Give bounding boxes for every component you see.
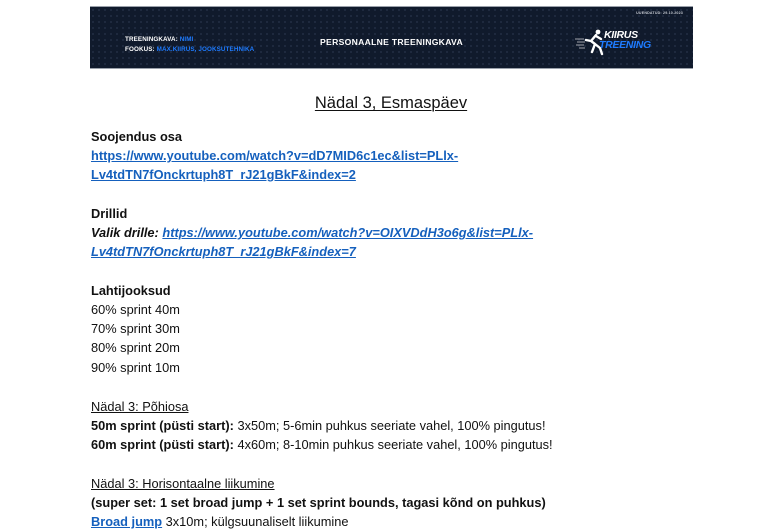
main-item-text: 4x60m; 8-10min puhkus seeriate vahel, 100% pingutus! — [233, 437, 553, 452]
main-heading: Nädal 3: Põhiosa — [91, 399, 189, 414]
broad-jump-link[interactable]: Broad jump — [91, 514, 163, 529]
stride-item: 90% sprint 10m — [91, 360, 180, 375]
main-item — [91, 416, 546, 435]
stride-item: 80% sprint 20m — [91, 340, 180, 355]
warmup-link-line2[interactable]: Lv4tdTN7fOnckrtuph8T_rJ21gBkF&index=2 — [91, 167, 356, 182]
main-item-text: 3x50m; 5-6min puhkus seeriate vahel, 100% pingutus! — [233, 418, 546, 433]
drills-heading: Drillid — [91, 206, 128, 221]
plan-value: NIMI — [179, 36, 194, 43]
broad-jump-text: 3x10m; külgsuunaliselt liikumine — [162, 514, 349, 529]
stride-item: 70% sprint 30m — [91, 321, 180, 336]
banner-title: PERSONAALNE TREENINGKAVA — [320, 37, 463, 47]
main-item — [91, 435, 553, 454]
horizontal-heading: Nädal 3: Horisontaalne liikumine — [91, 476, 275, 491]
main-item-label: 50m sprint (püsti start): — [91, 418, 234, 433]
stride-item: 60% sprint 40m — [91, 302, 180, 317]
logo-text-treening: TREENING — [599, 39, 651, 51]
main-item-label: 60m sprint (püsti start): — [91, 437, 234, 452]
focus-value: MAX.KIIRUS, JOOKSUTEHNIKA — [156, 46, 255, 53]
warmup-heading: Soojendus osa — [91, 129, 183, 144]
brand-logo — [575, 27, 670, 57]
updated-date: UUENDATUD: 29.10.2023 — [636, 11, 683, 15]
horizontal-cutoff-line — [91, 512, 348, 531]
drills-link-line2[interactable]: Lv4tdTN7fOnckrtuph8T_rJ21gBkF&index=7 — [91, 244, 356, 259]
page-title: Nädal 3, Esmaspäev — [314, 94, 468, 112]
logo-text-kiirus: KIIRUS — [604, 29, 638, 41]
horizontal-note: (super set: 1 set broad jump + 1 set sprint bounds, tagasi kõnd on puhkus) — [91, 495, 546, 510]
plan-label: TREENINGKAVA: — [125, 36, 178, 43]
plan-meta — [125, 35, 254, 55]
header-banner — [90, 6, 693, 69]
focus-label: FOOKUS: — [125, 46, 155, 53]
strides-heading: Lahtijooksud — [91, 283, 171, 298]
drills-label: Valik drille: — [91, 225, 159, 240]
warmup-link-line1[interactable]: https://www.youtube.com/watch?v=dD7MID6c1ec&list=PLlx- — [91, 148, 459, 163]
drills-link-line1[interactable]: https://www.youtube.com/watch?v=OIXVDdH3o6g&list=PLlx- — [162, 225, 534, 240]
